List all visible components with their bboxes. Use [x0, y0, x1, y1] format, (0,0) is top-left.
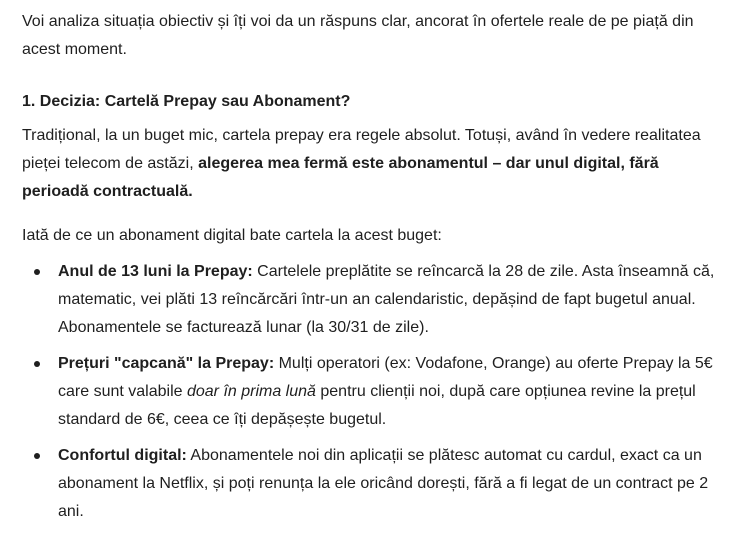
intro-paragraph: Voi analiza situația obiectiv și îți voi da un răspuns clar, ancorat în ofertele reale de pe piață din acest moment.: [22, 13, 694, 58]
list-item: [22, 350, 728, 434]
bullet-italic: doar în prima lună: [186, 383, 316, 400]
bullet-title: Anul de 13 luni la Prepay:: [58, 263, 253, 280]
bullet-title: Confortul digital:: [58, 447, 187, 464]
decision-paragraph: [22, 122, 728, 206]
bullet-text: Abonamentele noi din aplicații se plătesc automat cu cardul, exact ca un abonament la Netflix, și poți renunța la ele oricând dorești, fără a fi legat de un contract pe 2 ani.: [58, 447, 709, 520]
decision-bold: alegerea mea fermă este abonamentul – dar unul digital, fără perioadă contractuală.: [22, 155, 659, 200]
bullet-text: pentru clienții noi, după care opțiunea revine la prețul standard de 6€, ceea ce îți depășește bugetul.: [58, 383, 696, 428]
bullet-text: Cartelele preplătite se reîncarcă la 28 de zile. Asta înseamnă că, matematic, vei plăti 13 reîncărcări într-un an calendaristic, depășind de fapt bugetul anual. Abonamentele se facturează lunar (la 30/31 de zile).: [58, 263, 715, 336]
reasons-list: [22, 258, 728, 526]
bullet-text: Mulți operatori (ex: Vodafone, Orange) au oferte Prepay la 5€ care sunt valabile: [58, 355, 713, 400]
bullet-title: Prețuri "capcană" la Prepay:: [58, 355, 275, 372]
decision-text: Tradițional, la un buget mic, cartela prepay era regele absolut. Totuși, având în vedere realitatea pieței telecom de astăzi,: [22, 127, 701, 172]
reasons-intro: Iată de ce un abonament digital bate cartela la acest buget:: [22, 227, 442, 244]
section-heading: 1. Decizia: Cartelă Prepay sau Abonament?: [22, 93, 351, 110]
list-item: [22, 258, 728, 342]
list-item: [22, 442, 728, 526]
